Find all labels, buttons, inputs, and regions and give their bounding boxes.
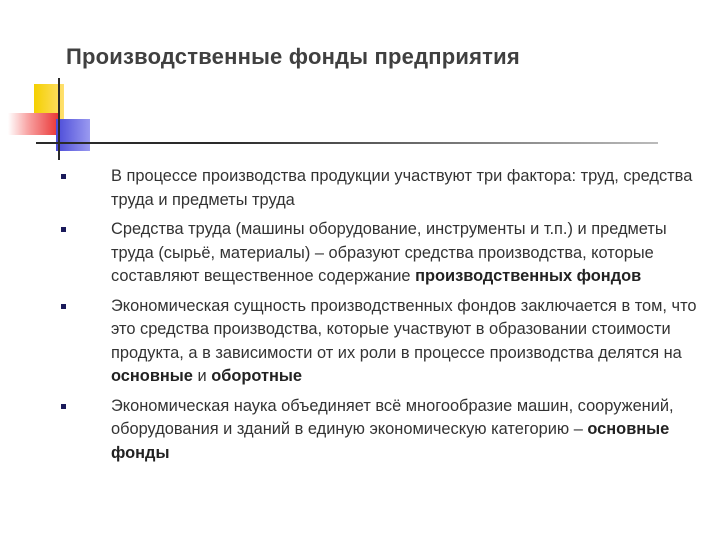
square-bullet-icon bbox=[61, 174, 66, 179]
vertical-rule bbox=[58, 78, 60, 160]
bullet-bold-term: основные фонды bbox=[111, 420, 670, 462]
bullet-item-3 bbox=[60, 295, 700, 389]
slide-title: Производственные фонды предприятия bbox=[66, 44, 520, 69]
title-underline-rule bbox=[36, 142, 658, 144]
bullet-connector-text: и bbox=[192, 367, 212, 385]
square-bullet-icon bbox=[61, 404, 66, 409]
square-bullet-icon bbox=[61, 227, 66, 232]
bullet-text: В процессе производства продукции участвуют три фактора: труд, средства труда и предметы труда bbox=[111, 167, 693, 209]
square-bullet-icon bbox=[61, 304, 66, 309]
bullet-bold-term: производственных фондов bbox=[415, 267, 642, 285]
blue-square-decoration bbox=[56, 119, 90, 151]
bullet-bold-term: основные bbox=[111, 367, 193, 385]
bullet-text: Экономическая наука объединяет всё многообразие машин, сооружений, оборудования и зданий в единую экономическую категорию – bbox=[111, 396, 674, 438]
bullet-text: Экономическая сущность производственных фондов заключается в том, что это средства производства, которые участвуют в образовании стоимости продукта, а в зависимости от их роли в процессе производства делятся на bbox=[111, 296, 697, 362]
bullet-list bbox=[60, 165, 700, 471]
bullet-bold-term-2: оборотные bbox=[211, 367, 302, 385]
bullet-item-4 bbox=[60, 395, 700, 466]
corner-ornament bbox=[0, 0, 720, 170]
red-square-decoration bbox=[8, 113, 60, 135]
bullet-item-2 bbox=[60, 218, 700, 289]
bullet-text: Средства труда (машины оборудование, инструменты и т.п.) и предметы труда (сырьё, материалы) – образуют средства производства, которые составляют вещественное содержание bbox=[111, 220, 667, 285]
bullet-item-1 bbox=[60, 165, 700, 212]
